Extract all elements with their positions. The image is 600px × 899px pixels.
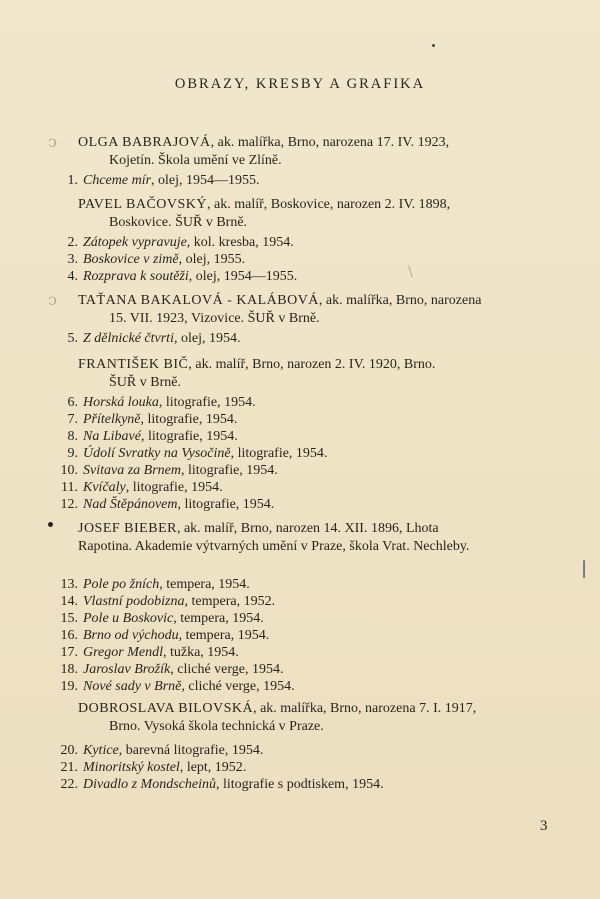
artist-name: PAVEL BAČOVSKÝ bbox=[78, 197, 208, 212]
work-number: 18. bbox=[60, 662, 78, 677]
work-item bbox=[44, 394, 564, 411]
ink-speck bbox=[432, 44, 435, 47]
work-item bbox=[44, 479, 564, 496]
pencil-mark-icon: ↄ bbox=[48, 290, 57, 309]
artist-bio-continued: Kojetín. Škola umění ve Zlíně. bbox=[109, 153, 282, 168]
work-item bbox=[44, 610, 564, 627]
work-title: Přítelkyně bbox=[83, 412, 141, 427]
work-title: Boskovice v zimě bbox=[83, 252, 179, 267]
work-details: , olej, 1954. bbox=[173, 331, 241, 346]
work-title: Rozprava k soutěži bbox=[83, 269, 189, 284]
work-number: 1. bbox=[67, 173, 78, 188]
work-item bbox=[44, 627, 564, 644]
pencil-tick-icon: \ bbox=[408, 264, 413, 280]
work-title: Nové sady v Brně bbox=[83, 679, 182, 694]
work-number: 5. bbox=[67, 331, 78, 346]
work-item bbox=[44, 742, 564, 759]
artist-name: DOBROSLAVA BILOVSKÁ bbox=[78, 701, 254, 716]
work-number: 22. bbox=[60, 777, 78, 792]
work-item bbox=[44, 330, 564, 347]
artist-entry bbox=[78, 134, 556, 170]
work-title: Horská louka bbox=[83, 395, 159, 410]
pencil-tick-icon: | bbox=[581, 558, 588, 579]
work-number: 3. bbox=[67, 252, 78, 267]
artist-entry bbox=[78, 356, 556, 392]
work-details: , litografie, 1954. bbox=[158, 395, 256, 410]
work-item bbox=[44, 234, 564, 251]
work-number: 12. bbox=[60, 497, 78, 512]
work-title: Kytice bbox=[83, 743, 119, 758]
artist-bio-continued: Brno. Vysoká škola technická v Praze. bbox=[109, 719, 324, 734]
work-number: 20. bbox=[60, 743, 78, 758]
work-number: 14. bbox=[60, 594, 78, 609]
work-number: 9. bbox=[67, 446, 78, 461]
work-title: Údolí Svratky na Vysočině bbox=[83, 446, 231, 461]
section-heading: OBRAZY, KRESBY A GRAFIKA bbox=[174, 76, 426, 92]
artist-bio-continued: Rapotina. Akademie výtvarných umění v Praze, škola Vrat. Nechleby. bbox=[78, 539, 470, 554]
pencil-mark-icon: ↄ bbox=[48, 132, 57, 151]
work-title: Brno od východu bbox=[83, 628, 179, 643]
work-title: Na Libavé bbox=[83, 429, 141, 444]
work-item bbox=[44, 268, 564, 285]
artist-bio: , ak. malíř, Brno, narozen 14. XII. 1896, Lhota bbox=[176, 521, 439, 536]
work-item bbox=[44, 445, 564, 462]
work-details: , litografie, 1954. bbox=[177, 497, 275, 512]
work-details: , tempera, 1954. bbox=[173, 611, 264, 626]
work-item bbox=[44, 776, 564, 793]
work-number: 15. bbox=[60, 611, 78, 626]
artist-entry bbox=[78, 700, 556, 736]
work-details: , tempera, 1952. bbox=[184, 594, 276, 609]
work-item bbox=[44, 428, 564, 445]
artist-bio-continued: ŠUŘ v Brně. bbox=[109, 375, 181, 390]
work-title: Jaroslav Brožík bbox=[83, 662, 171, 677]
artist-bio-continued: Boskovice. ŠUŘ v Brně. bbox=[109, 215, 248, 230]
work-number: 2. bbox=[67, 235, 78, 250]
work-number: 17. bbox=[60, 645, 78, 660]
artist-bio: , ak. malířka, Brno, narozena 7. I. 1917, bbox=[253, 701, 477, 716]
work-item bbox=[44, 462, 564, 479]
work-title: Zátopek vypravuje bbox=[83, 235, 187, 250]
artist-bio: , ak. malíř, Boskovice, narozen 2. IV. 1898, bbox=[207, 197, 451, 212]
work-details: , tužka, 1954. bbox=[162, 645, 239, 660]
work-details: , barevná litografie, 1954. bbox=[118, 743, 264, 758]
work-number: 4. bbox=[67, 269, 78, 284]
work-title: Minoritský kostel bbox=[83, 760, 180, 775]
artist-name: OLGA BABRAJOVÁ bbox=[78, 135, 211, 150]
work-number: 11. bbox=[61, 480, 78, 495]
artist-bio: , ak. malíř, Brno, narozen 2. IV. 1920, Brno. bbox=[188, 357, 436, 372]
work-details: , tempera, 1954. bbox=[159, 577, 250, 592]
work-details: , cliché verge, 1954. bbox=[181, 679, 295, 694]
work-details: , lept, 1952. bbox=[179, 760, 247, 775]
work-title: Divadlo z Mondscheinů bbox=[83, 777, 216, 792]
work-number: 21. bbox=[60, 760, 78, 775]
work-item bbox=[44, 496, 564, 513]
work-number: 10. bbox=[60, 463, 78, 478]
work-number: 13. bbox=[60, 577, 78, 592]
work-details: , litografie s podtiskem, 1954. bbox=[215, 777, 384, 792]
page-number: 3 bbox=[540, 818, 548, 834]
work-title: Nad Štěpánovem bbox=[83, 497, 178, 512]
artist-name: JOSEF BIEBER bbox=[78, 521, 177, 536]
work-details: , litografie, 1954. bbox=[125, 480, 223, 495]
work-item bbox=[44, 576, 564, 593]
work-item bbox=[44, 644, 564, 661]
artist-name: TAŤANA BAKALOVÁ - KALÁBOVÁ bbox=[78, 293, 319, 308]
work-number: 8. bbox=[67, 429, 78, 444]
work-title: Vlastní podobizna bbox=[83, 594, 185, 609]
artist-name: FRANTIŠEK BIČ bbox=[78, 357, 189, 372]
artist-entry bbox=[78, 292, 556, 328]
work-item bbox=[44, 661, 564, 678]
work-details: , olej, 1955. bbox=[178, 252, 246, 267]
work-item bbox=[44, 759, 564, 776]
work-details: , litografie, 1954. bbox=[230, 446, 328, 461]
artist-bio-continued: 15. VII. 1923, Vizovice. ŠUŘ v Brně. bbox=[109, 311, 320, 326]
artist-bio: , ak. malířka, Brno, narozena 17. IV. 1923, bbox=[210, 135, 450, 150]
work-details: , olej, 1954—1955. bbox=[151, 173, 260, 188]
work-details: , kol. kresba, 1954. bbox=[186, 235, 294, 250]
work-title: Svitava za Brnem bbox=[83, 463, 181, 478]
work-title: Pole po žních bbox=[83, 577, 160, 592]
work-title: Kvíčaly bbox=[83, 480, 126, 495]
work-number: 7. bbox=[67, 412, 78, 427]
work-title: Chceme mír bbox=[83, 173, 152, 188]
work-details: , litografie, 1954. bbox=[140, 412, 238, 427]
artist-bio: , ak. malířka, Brno, narozena bbox=[318, 293, 482, 308]
work-title: Z dělnické čtvrti bbox=[83, 331, 174, 346]
work-details: , litografie, 1954. bbox=[140, 429, 238, 444]
work-title: Gregor Mendl bbox=[83, 645, 163, 660]
work-item bbox=[44, 593, 564, 610]
work-number: 6. bbox=[67, 395, 78, 410]
work-item bbox=[44, 251, 564, 268]
work-details: , litografie, 1954. bbox=[180, 463, 278, 478]
work-title: Pole u Boskovic bbox=[83, 611, 174, 626]
artist-entry bbox=[78, 196, 556, 232]
bullet-dot bbox=[48, 522, 53, 527]
work-item bbox=[44, 411, 564, 428]
work-number: 16. bbox=[60, 628, 78, 643]
work-number: 19. bbox=[60, 679, 78, 694]
work-item bbox=[44, 172, 564, 189]
artist-entry bbox=[78, 520, 558, 556]
work-details: , cliché verge, 1954. bbox=[170, 662, 284, 677]
work-details: , tempera, 1954. bbox=[178, 628, 270, 643]
work-item bbox=[44, 678, 564, 695]
work-details: , olej, 1954—1955. bbox=[188, 269, 298, 284]
